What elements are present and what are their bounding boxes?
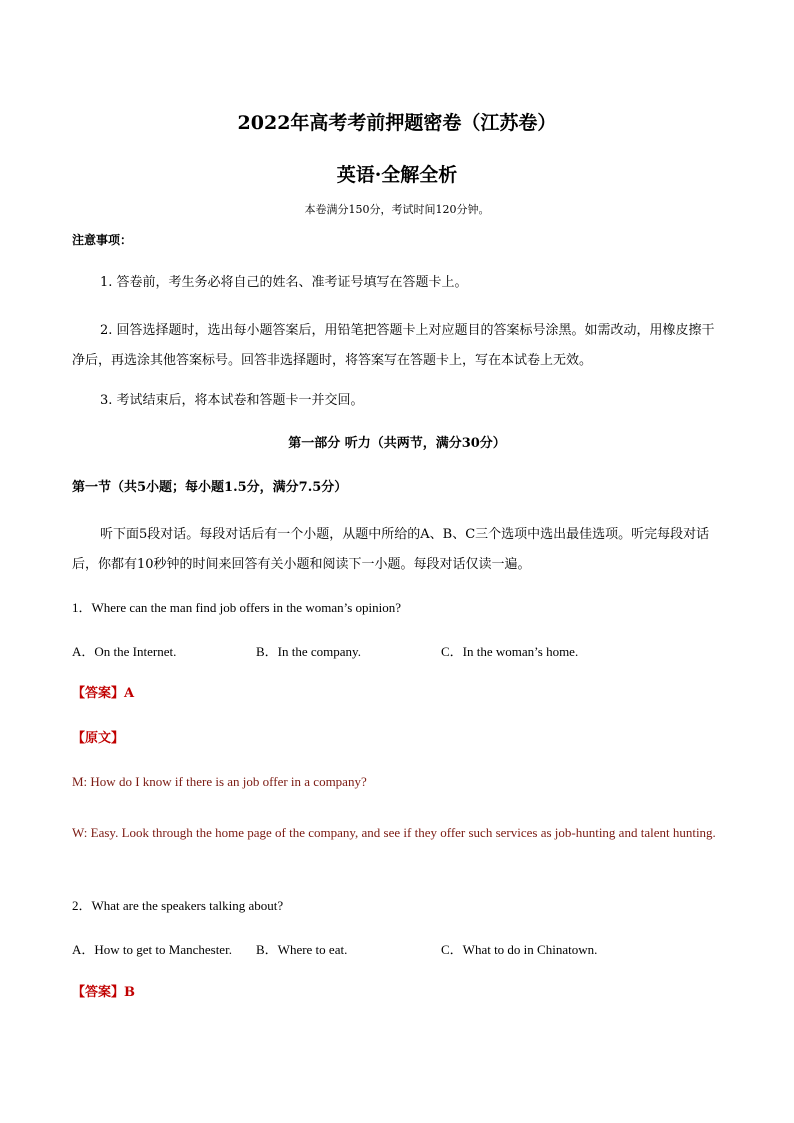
question-1-transcript-label: 【原文】 — [72, 731, 125, 746]
question-1-stem: 1．Where can the man find job offers in the woman’s opinion? — [72, 600, 402, 615]
section1-instructions: 听下面5段对话。每段对话后有一个小题，从题中所给的A、B、C三个选项中选出最佳选项。听完每段对话后，你都有10秒钟的时间来回答有关小题和阅读下一小题。每段对话仅读一遍。 — [72, 527, 710, 572]
question-2-stem: 2．What are the speakers talking about? — [72, 898, 284, 913]
page-subtitle: 英语·全解全析 — [336, 164, 458, 186]
notice-item-1: 1. 答卷前，考生务必将自己的姓名、准考证号填写在答题卡上。 — [100, 275, 468, 290]
notice-item-3: 3. 考试结束后，将本试卷和答题卡一并交回。 — [100, 393, 364, 408]
question-1-option-b: B．In the company. — [256, 644, 361, 659]
question-1-answer: 【答案】A — [72, 686, 135, 701]
question-2-option-a: A．How to get to Manchester. — [72, 942, 232, 957]
question-1-transcript-line-2: W: Easy. Look through the home page of the company, and see if they offer such services as job-hunting and talent hunting. — [72, 825, 716, 840]
question-2-answer: 【答案】B — [72, 985, 135, 1000]
question-1-option-c: C．In the woman’s home. — [441, 644, 579, 659]
section1-heading: 第一节（共5小题；每小题1.5分，满分7.5分） — [72, 480, 348, 495]
question-2-option-c: C．What to do in Chinatown. — [441, 942, 598, 957]
notice-heading: 注意事项： — [72, 233, 133, 247]
score-line: 本卷满分150分，考试时间120分钟。 — [304, 203, 490, 216]
notice-item-2: 2. 回答选择题时，选出每小题答案后，用铅笔把答题卡上对应题目的答案标号涂黑。如需改动，用橡皮擦干净后，再选涂其他答案标号。回答非选择题时，将答案写在答题卡上，写在本试卷上无效。 — [72, 323, 715, 368]
question-1-option-a: A．On the Internet. — [72, 644, 177, 659]
part1-heading: 第一部分 听力（共两节，满分30分） — [288, 436, 506, 451]
page-title: 2022年高考考前押题密卷（江苏卷） — [237, 112, 557, 134]
question-1-transcript-line-1: M: How do I know if there is an job offer in a company? — [72, 774, 367, 789]
question-2-option-b: B．Where to eat. — [256, 942, 348, 957]
